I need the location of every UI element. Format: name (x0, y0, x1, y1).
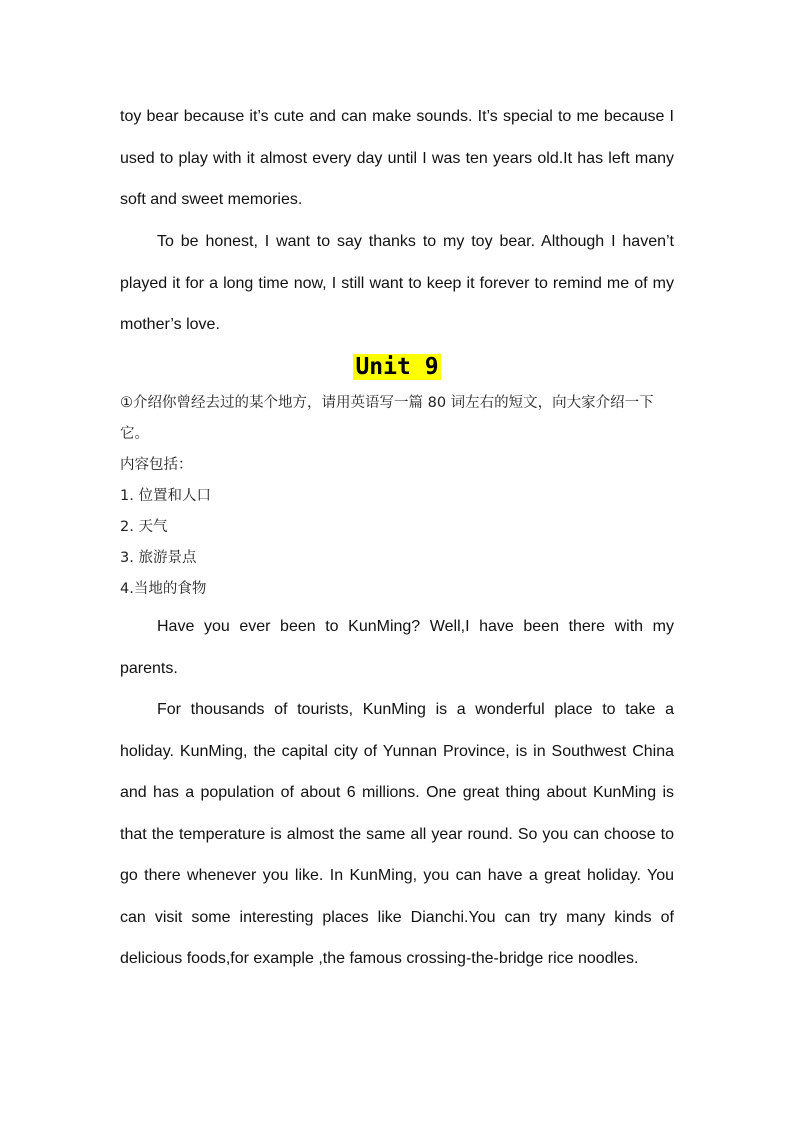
essay-paragraph-intro: Have you ever been to KunMing? Well,I have been there with my parents. (120, 618, 674, 677)
paragraph-thanks-toy-bear: To be honest, I want to say thanks to my toy bear. Although I haven’t played it for a long time now, I still want to keep it forever to remind me of my mother’s love. (120, 233, 674, 333)
unit-heading (0, 351, 794, 383)
unit-heading-text: Unit 9 (355, 354, 439, 380)
content-label: 内容包括： (120, 457, 193, 473)
content-item-location-population: 1. 位置和人口 (120, 488, 211, 504)
writing-task-prompt: ①介绍你曾经去过的某个地方，请用英语写一篇 80 词左右的短文，向大家介绍一下它。 (120, 395, 654, 442)
content-item-local-food: 4.当地的食物 (120, 581, 207, 597)
content-item-attractions: 3. 旅游景点 (120, 550, 197, 566)
content-item-weather: 2. 天气 (120, 519, 168, 535)
paragraph-toy-bear-continued: toy bear because it’s cute and can make sounds. It’s special to me because I used to play with it almost every day until I was ten years old.It has left many soft and sweet memories. (120, 108, 674, 208)
essay-paragraph-body: For thousands of tourists, KunMing is a wonderful place to take a holiday. KunMing, the capital city of Yunnan Province, is in Southwest China and has a population of about 6 millions. One great thing about KunMing is that the temperature is almost the same all year round. So you can choose to go there whenever you like. In KunMing, you can have a great holiday. You can visit some interesting places like Dianchi.You can try many kinds of delicious foods,for example ,the famous crossing-the-bridge rice noodles. (120, 701, 674, 967)
